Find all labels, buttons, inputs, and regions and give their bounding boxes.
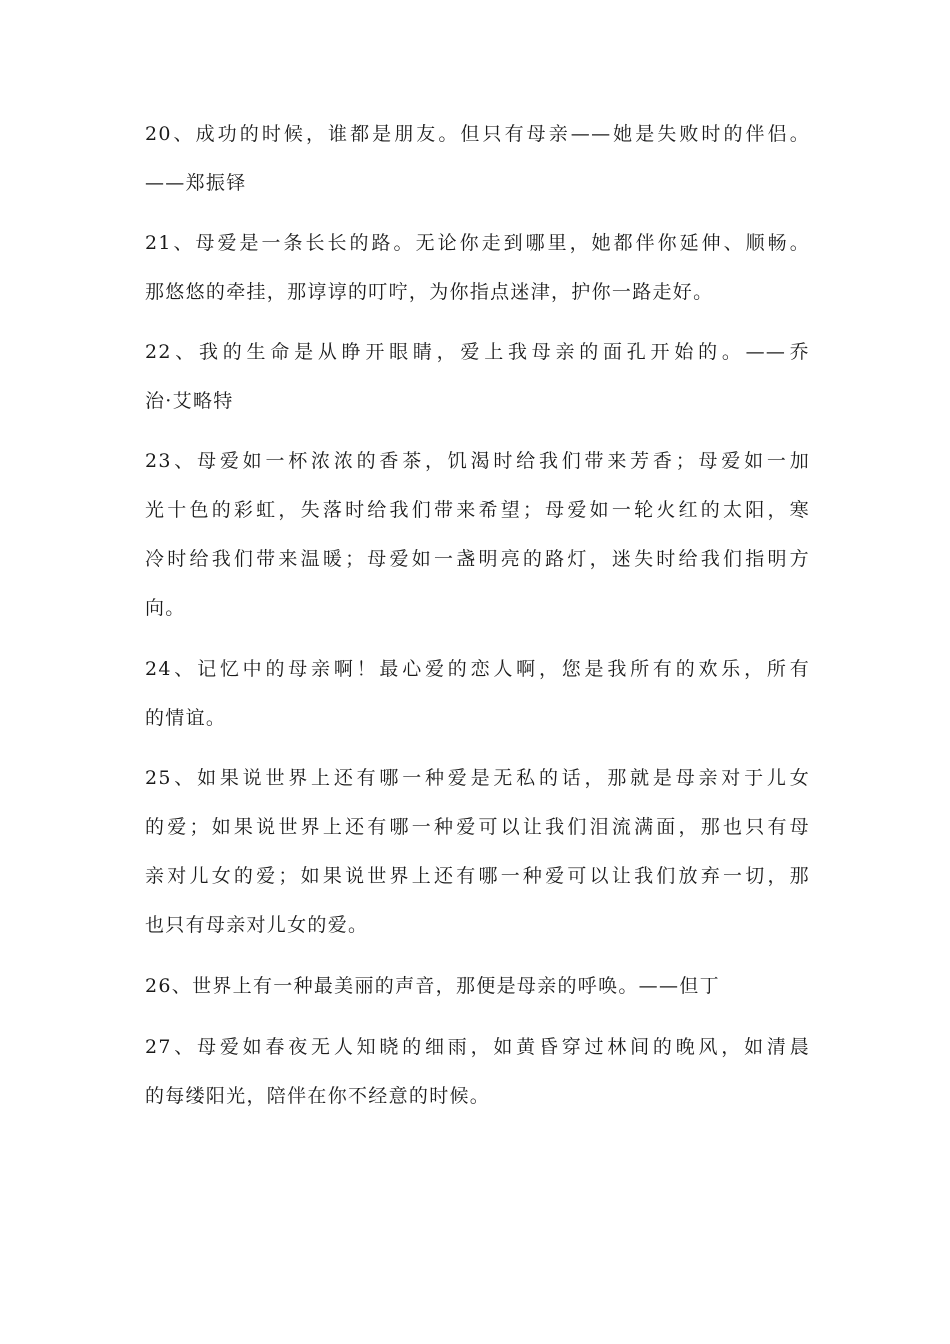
text-line: 冷时给我们带来温暖；母爱如一盏明亮的路灯，迷失时给我们指明方 [145,548,810,570]
text-line: 治·艾略特 [145,390,234,412]
text-line: 的情谊。 [145,707,227,729]
text-line: 也只有母亲对儿女的爱。 [145,914,369,936]
text-line: 25、如果说世界上还有哪一种爱是无私的话，那就是母亲对于儿女 [145,767,810,789]
text-line: 26、世界上有一种最美丽的声音，那便是母亲的呼唤。——但丁 [145,975,720,997]
quote-paragraph-27 [145,1023,810,1121]
quote-paragraph-24 [145,645,810,743]
quote-paragraph-26 [145,962,810,1011]
text-line: 21、母爱是一条长长的路。无论你走到哪里，她都伴你延伸、顺畅。 [145,232,810,254]
text-line: 22、我的生命是从睁开眼睛，爱上我母亲的面孔开始的。——乔 [145,341,810,363]
text-line: 24、记忆中的母亲啊！最心爱的恋人啊，您是我所有的欢乐，所有 [145,658,810,680]
quote-paragraph-22 [145,328,810,426]
text-line: 27、母爱如春夜无人知晓的细雨，如黄昏穿过林间的晚风，如清晨 [145,1036,810,1058]
quote-paragraph-25 [145,754,810,950]
text-line: 20、成功的时候，谁都是朋友。但只有母亲——她是失败时的伴侣。 [145,123,810,145]
quote-paragraph-20 [145,110,810,208]
text-line: 光十色的彩虹，失落时给我们带来希望；母爱如一轮火红的太阳，寒 [145,499,810,521]
text-line: 23、母爱如一杯浓浓的香茶，饥渴时给我们带来芳香；母爱如一加 [145,450,810,472]
quote-paragraph-21 [145,219,810,317]
text-line: 亲对儿女的爱；如果说世界上还有哪一种爱可以让我们放弃一切，那 [145,865,810,887]
text-line: 向。 [145,597,186,619]
text-line: 的爱；如果说世界上还有哪一种爱可以让我们泪流满面，那也只有母 [145,816,810,838]
quote-paragraph-23 [145,437,810,633]
text-line: ——郑振铎 [145,172,247,194]
text-line: 的每缕阳光，陪伴在你不经意的时候。 [145,1085,491,1107]
text-line: 那悠悠的牵挂，那谆谆的叮咛，为你指点迷津，护你一路走好。 [145,281,714,303]
